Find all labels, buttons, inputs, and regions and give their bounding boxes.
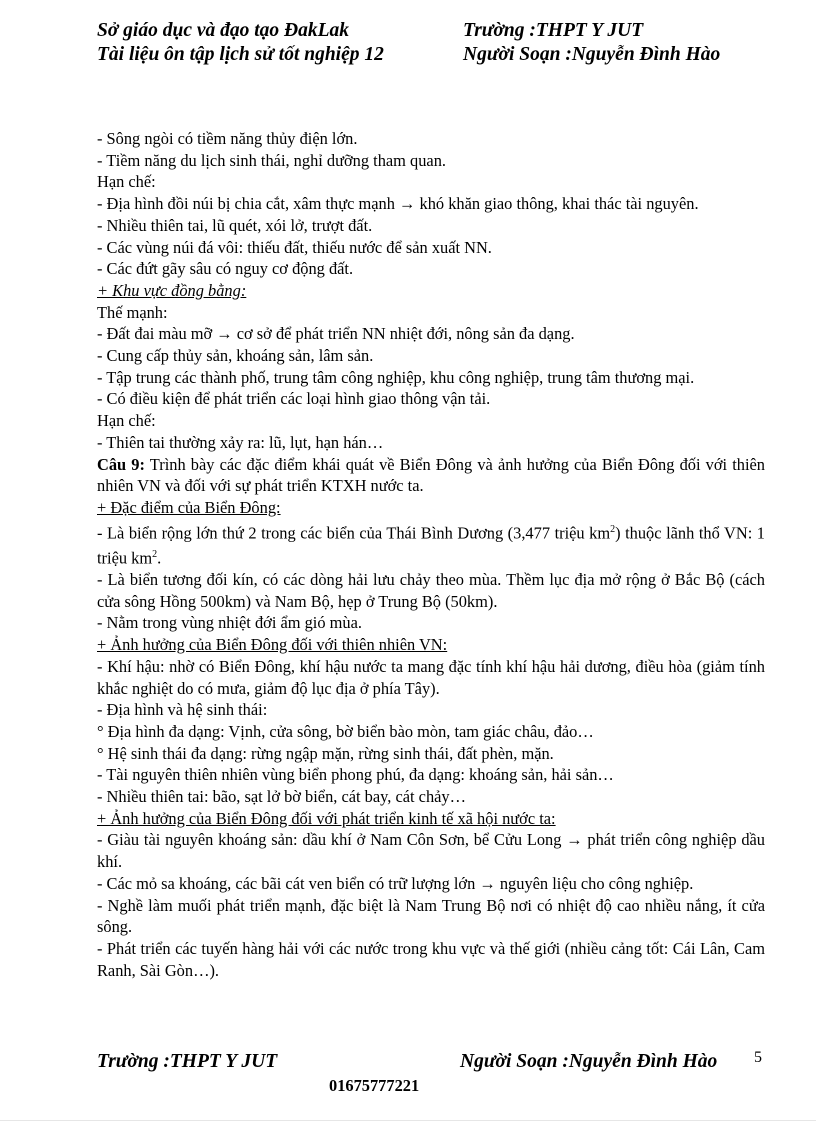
paragraph: - Các vùng núi đá vôi: thiếu đất, thiếu nước để sản xuất NN. xyxy=(97,237,492,257)
footer-author: Người Soạn :Nguyễn Đình Hào xyxy=(460,1051,718,1072)
subheading-strengths: Thế mạnh: xyxy=(97,302,168,322)
page-bottom-rule xyxy=(0,1120,816,1121)
paragraph: - Giàu tài nguyên khoáng sản: dầu khí ở Nam Côn Sơn, bể Cửu Long → phát triển công nghiệp dầu khí. xyxy=(97,830,765,872)
paragraph: - Địa hình đồi núi bị chia cắt, xâm thực mạnh → khó khăn giao thông, khai thác tài nguyên. xyxy=(97,194,699,214)
paragraph: - Các mỏ sa khoáng, các bãi cát ven biển có trữ lượng lớn → nguyên liệu cho công nghiệp. xyxy=(97,873,694,893)
header-left-line1: Sở giáo dục và đạo tạo ĐakLak xyxy=(97,20,350,41)
paragraph: - Địa hình và hệ sinh thái: xyxy=(97,700,268,720)
paragraph: - Thiên tai thường xảy ra: lũ, lụt, hạn hán… xyxy=(97,432,384,452)
paragraph: - Nằm trong vùng nhiệt đới ẩm gió mùa. xyxy=(97,613,362,633)
paragraph: - Phát triển các tuyến hàng hải với các nước trong khu vực và thế giới (nhiều cảng tốt: Cái Lân, Cam Ranh, Sài Gòn…). xyxy=(97,938,765,980)
section-heading-economy-impact: + Ảnh hưởng của Biển Đông đối với phát triển kinh tế xã hội nước ta: xyxy=(97,808,556,828)
document-body xyxy=(97,128,765,981)
section-heading-plains: + Khu vực đồng bằng: xyxy=(97,280,247,300)
header-left-line2: Tài liệu ôn tập lịch sử tốt nghiệp 12 xyxy=(97,44,384,65)
subheading-limitations: Hạn chế: xyxy=(97,172,156,192)
paragraph: - Tài nguyên thiên nhiên vùng biển phong phú, đa dạng: khoáng sản, hải sản… xyxy=(97,765,614,785)
paragraph: - Cung cấp thủy sản, khoáng sản, lâm sản. xyxy=(97,346,374,366)
paragraph: - Có điều kiện để phát triển các loại hình giao thông vận tải. xyxy=(97,389,491,409)
paragraph: - Nhiều thiên tai: bão, sạt lở bờ biển, cát bay, cát chảy… xyxy=(97,787,467,807)
section-heading-nature-impact: + Ảnh hưởng của Biển Đông đối với thiên nhiên VN: xyxy=(97,635,448,655)
paragraph: - Các đứt gãy sâu có nguy cơ động đất. xyxy=(97,259,354,279)
question-label: Câu 9: xyxy=(97,454,145,474)
paragraph: - Nhiều thiên tai, lũ quét, xói lở, trượt đất. xyxy=(97,215,373,235)
paragraph: - Khí hậu: nhờ có Biển Đông, khí hậu nước ta mang đặc tính khí hậu hải dương, điều hòa (giảm tính khắc nghiệt do có mưa, giảm độ lục địa ở phía Tây). xyxy=(97,656,765,698)
section-heading-sea-features: + Đặc điểm của Biển Đông: xyxy=(97,497,281,517)
question-text: Trình bày các đặc điểm khái quát về Biển Đông và ảnh hưởng của Biển Đông đối với thiên nhiên VN và đối với sự phát triển KTXH nước ta. xyxy=(97,454,765,496)
header-right-line1: Trường :THPT Y JUT xyxy=(463,20,644,41)
header-right-line2: Người Soạn :Nguyễn Đình Hào xyxy=(463,44,721,65)
footer-school: Trường :THPT Y JUT xyxy=(97,1051,278,1072)
paragraph: ° Hệ sinh thái đa dạng: rừng ngập mặn, rừng sinh thái, đất phèn, mặn. xyxy=(97,743,554,763)
paragraph: - Tập trung các thành phố, trung tâm công nghiệp, khu công nghiệp, trung tâm thương mại. xyxy=(97,367,695,387)
paragraph: ° Địa hình đa dạng: Vịnh, cửa sông, bờ biển bào mòn, tam giác châu, đảo… xyxy=(97,721,594,741)
paragraph: - Đất đai màu mỡ → cơ sở để phát triển NN nhiệt đới, nông sản đa dạng. xyxy=(97,324,575,344)
paragraph: - Là biển rộng lớn thứ 2 trong các biển của Thái Bình Dương (3,477 triệu $km^2$) thuộc lãnh thổ VN: 1 triệu $km^2$. xyxy=(97,523,766,568)
footer-phone: 01675777221 xyxy=(329,1076,420,1095)
question-9 xyxy=(97,454,765,497)
paragraph: - Nghề làm muối phát triển mạnh, đặc biệt là Nam Trung Bộ nơi có nhiệt độ cao nhiều nắng, ít cửa sông. xyxy=(97,895,765,937)
paragraph: - Tiềm năng du lịch sinh thái, nghỉ dưỡng tham quan. xyxy=(97,150,446,170)
subheading-limitations: Hạn chế: xyxy=(97,411,156,431)
page-number: 5 xyxy=(754,1049,762,1066)
paragraph: - Sông ngòi có tiềm năng thủy điện lớn. xyxy=(97,129,358,148)
paragraph: - Là biển tương đối kín, có các dòng hải lưu chảy theo mùa. Thềm lục địa mở rộng ở Bắc Bộ (cách cửa sông Hồng 500km) và Nam Bộ, hẹp ở Trung Bộ (50km). xyxy=(97,570,765,611)
